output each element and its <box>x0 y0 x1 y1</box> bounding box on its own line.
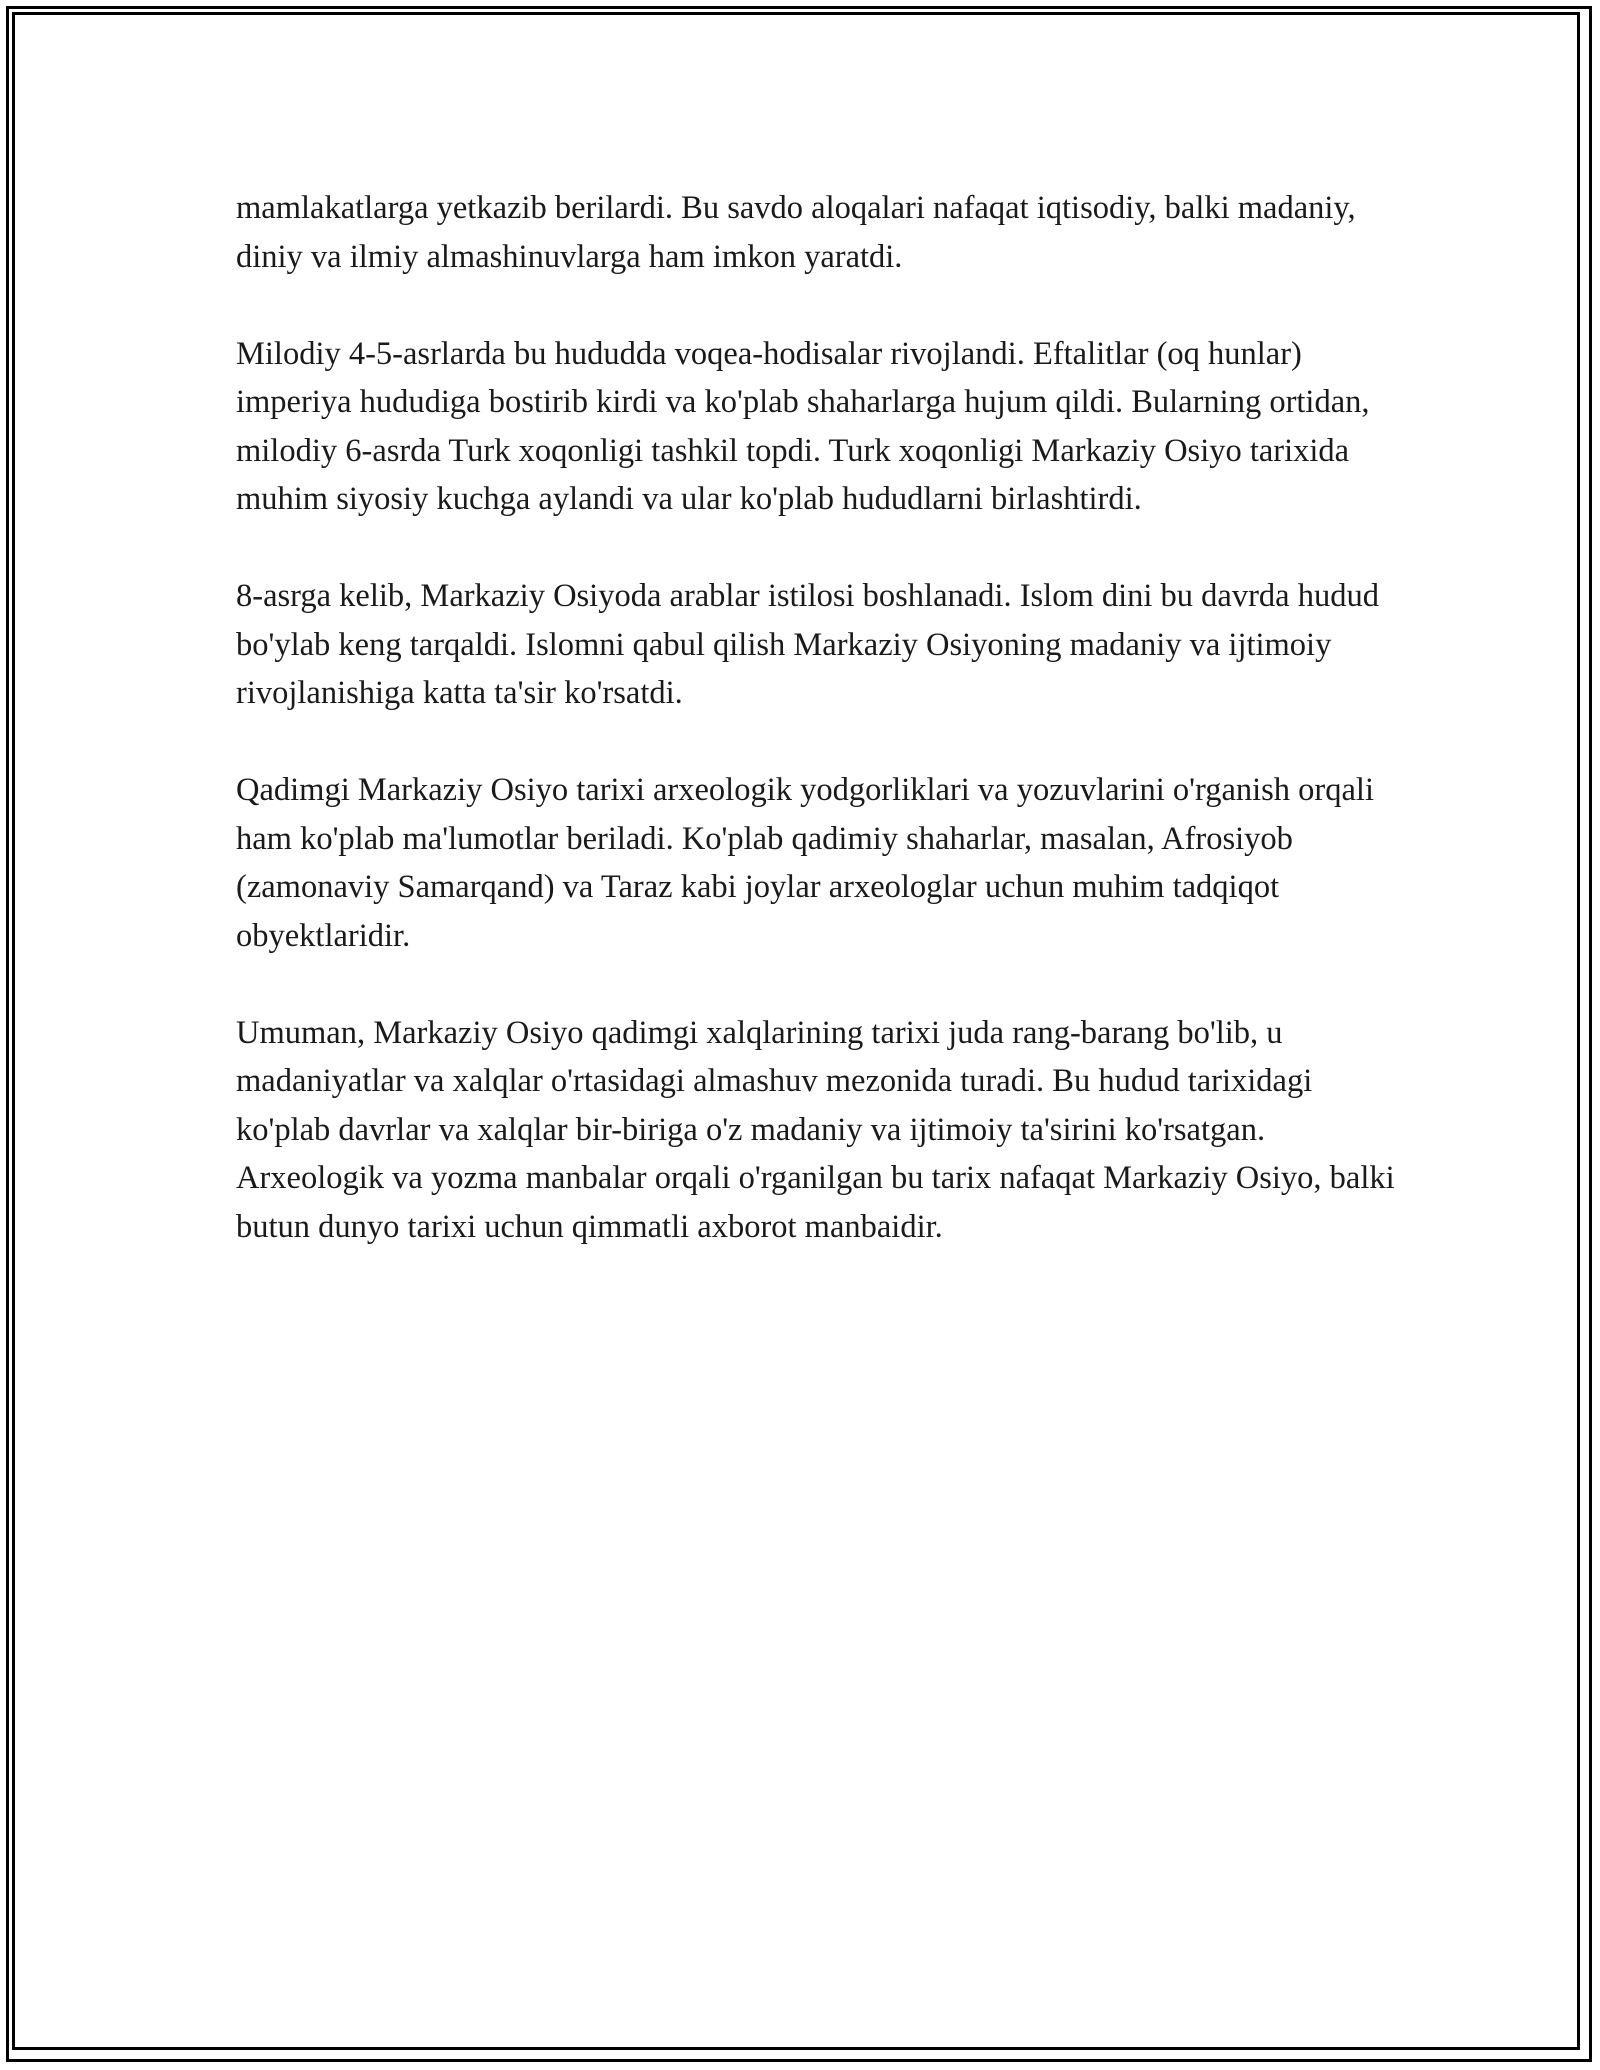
paragraph-4: Qadimgi Markaziy Osiyo tarixi arxeologik yodgorliklari va yozuvlarini o'rganish orqali ham ko'plab ma'lumotlar beriladi. Ko'plab qadimiy shaharlar, masalan, Afrosiyob (zamonaviy Samarqand) va Taraz kabi joylar arxeologlar uchun muhim tadqiqot obyektlaridir. <box>236 772 1374 954</box>
paragraph-5: Umuman, Markaziy Osiyo qadimgi xalqlarining tarixi juda rang-barang bo'lib, u madaniyatlar va xalqlar o'rtasidagi almashuv mezonida turadi. Bu hudud tarixidagi ko'plab davrlar va xalqlar bir-biriga o'z madaniy va ijtimoiy ta'sirini ko'rsatgan. Arxeologik va yozma manbalar orqali o'rganilgan bu tarix nafaqat Markaziy Osiyo, balki butun dunyo tarixi uchun qimmatli axborot manbaidir. <box>236 1014 1395 1245</box>
paragraph-1: mamlakatlarga yetkazib berilardi. Bu savdo aloqalari nafaqat iqtisodiy, balki madaniy, diniy va ilmiy almashinuvlarga ham imkon yaratdi. <box>236 190 1356 275</box>
paragraph-2: Milodiy 4-5-asrlarda bu hududda voqea-hodisalar rivojlandi. Eftalitlar (oq hunlar) imperiya hududiga bostirib kirdi va ko'plab shaharlarga hujum qildi. Bularning ortidan, milodiy 6-asrda Turk xoqonligi tashkil topdi. Turk xoqonligi Markaziy Osiyo tarixida muhim siyosiy kuchga aylandi va ular ko'plab hududlarni birlashtirdi. <box>236 335 1370 517</box>
paragraph-3: 8-asrga kelib, Markaziy Osiyoda arablar istilosi boshlanadi. Islom dini bu davrda hudud bo'ylab keng tarqaldi. Islomni qabul qilish Markaziy Osiyoning madaniy va ijtimoiy rivojlanishiga katta ta'sir ko'rsatdi. <box>236 578 1379 711</box>
document-body <box>236 184 1396 1300</box>
